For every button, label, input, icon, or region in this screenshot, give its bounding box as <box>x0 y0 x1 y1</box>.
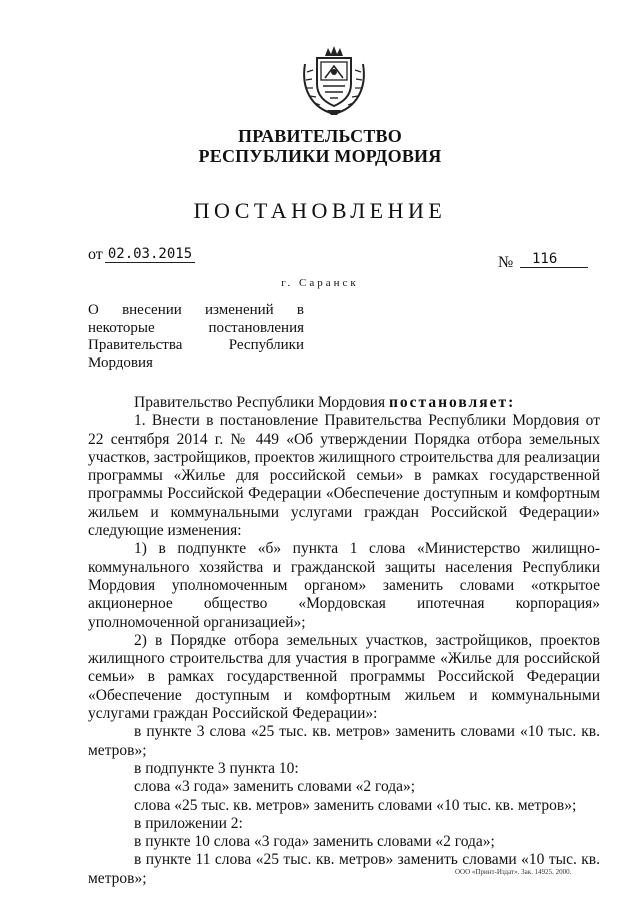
document-body <box>88 394 600 888</box>
paragraph: в пункте 3 слова «25 тыс. кв. метров» заменить словами «10 тыс. кв. метров»; <box>88 723 600 759</box>
document-date: 02.03.2015 <box>105 246 195 263</box>
subject-line: некоторые постановления <box>88 319 304 336</box>
resolution-intro <box>88 394 600 412</box>
paragraph: в приложении 2: <box>134 814 243 832</box>
document-number: 116 <box>520 251 588 268</box>
coat-of-arms-icon <box>297 42 371 118</box>
government-title-line1: ПРАВИТЕЛЬСТВО <box>238 126 402 146</box>
number-label: № <box>498 254 514 271</box>
paragraph: слова «25 тыс. кв. метров» заменить словами «10 тыс. кв. метров»; <box>134 796 577 814</box>
paragraph: 1. Внести в постановление Правительства Республики Мордовия от 22 сентября 2014 г. № 449 «Об утверждении Порядка отбора земельных участков, застройщиков, проектов жилищного строительства для реализации программы «Жилье для российской семьи» в рамках государственной программы Российской Федерации «Обеспечение доступным и комфортным жильем и коммунальными услугами граждан Российской Федерации» следующие изменения: <box>88 412 600 540</box>
government-title-line2: РЕСПУБЛИКИ МОРДОВИЯ <box>198 146 442 166</box>
paragraph: в пункте 10 слова «3 года» заменить словами «2 года»; <box>134 833 495 851</box>
printer-imprint: ООО «Принт-Издат». Зак. 14925. 2000. <box>455 868 572 876</box>
document-subject <box>88 302 304 372</box>
subject-line: Мордовия <box>88 354 153 371</box>
paragraph: в подпункте 3 пункта 10: <box>134 759 299 777</box>
city: г. Саранск <box>281 277 359 289</box>
paragraph: 2) в Порядке отбора земельных участков, застройщиков, проектов жилищного строительства для участия в программе «Жилье для российской семьи» в рамках государственной программы Российской Федерации «Обеспечение доступным и комфортным жильем и коммунальными услугами граждан Российской Федерации»: <box>88 631 600 723</box>
subject-line: О внесении изменений в <box>88 302 304 318</box>
document-type: ПОСТАНОВЛЕНИЕ <box>193 198 447 223</box>
resolves-keyword: постановляет: <box>388 394 516 411</box>
paragraph: в пункте 11 слова «25 тыс. кв. метров» заменить словами «10 тыс. кв. метров»; <box>88 851 600 887</box>
paragraph: 1) в подпункте «б» пункта 1 слова «Министерство жилищно-коммунального хозяйства и гражданской защиты населения Республики Мордовия уполномоченным органом» заменить словами «открытое акционерное общество «Мордовская ипотечная корпорация» уполномоченной организацией»; <box>88 540 600 631</box>
intro-text: Правительство Республики Мордовия <box>134 394 389 411</box>
subject-line: Правительства Республики <box>88 337 304 353</box>
paragraph: слова «3 года» заменить словами «2 года»; <box>134 778 416 796</box>
date-label: от <box>88 246 103 263</box>
